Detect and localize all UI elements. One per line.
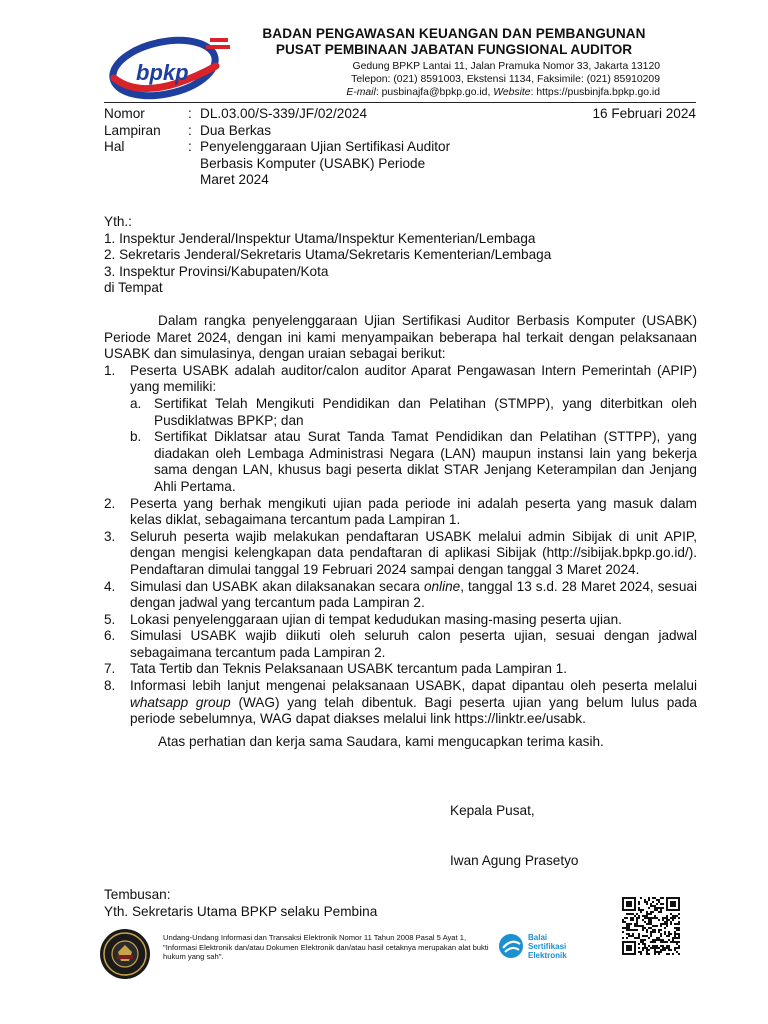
list-number: 6. [104,628,116,644]
email-label: E-mail [346,87,376,98]
list-item [104,661,697,678]
letterhead [238,26,670,99]
sub-item-text: Sertifikat Diklatsar atau Surat Tanda Tamat Pendidikan dan Pelatihan (STTPP), yang diadakan oleh Lembaga Administrasi Negara (LAN) maupun instansi lain yang bekerja sama dengan LAN, khusus bagi peserta diklat STAR Jenjang Keterampilan dan Jenjang Ahli Pertama. [154,429,697,494]
lampiran-label: Lampiran [104,122,161,138]
list-number: 5. [104,611,116,627]
bsre-text: Balai [528,933,548,942]
bsre-text: Elektronik [528,951,567,960]
email-value: : pusbinajfa@bpkp.go.id, [375,87,494,98]
recipient-item: 2. Sekretaris Jenderal/Sekretaris Utama/Sekretaris Kementerian/Lembaga [104,247,552,263]
hal-line: Maret 2024 [200,172,269,188]
meta-hal [104,139,696,189]
carbon-copy [104,887,377,920]
list-item-text: Tata Tertib dan Teknis Pelaksanaan USABK tercantum pada Lampiran 1. [130,661,568,677]
website-label: Website [493,87,531,98]
org-contact [238,86,660,99]
list-item-text: Lokasi penyelenggaraan ujian di tempat kedudukan masing-masing peserta ujian. [130,611,622,627]
list-number: 7. [104,661,116,677]
sub-letter: a. [130,395,142,411]
list-number: 1. [104,362,116,378]
intro-paragraph: Dalam rangka penyelenggaraan Ujian Sertifikasi Auditor Berbasis Komputer (USABK) Periode Maret 2024, dengan ini kami menyampaikan beberapa hal terkait dengan pelaksanaan USABK dan simulasinya, dengan uraian sebagai berikut: [104,313,697,362]
list-item [104,612,697,629]
list-item-text: Peserta yang berhak mengikuti ujian pada periode ini adalah peserta yang masuk dalam kelas diklat, sebagaimana tercantum pada Lampiran 1. [130,495,697,528]
letter-body [104,313,697,750]
org-address: Gedung BPKP Lantai 11, Jalan Pramuka Nomor 33, Jakarta 13120 [352,61,660,72]
bsre-logo [498,930,598,964]
hal-label: Hal [104,139,125,155]
cc-label: Tembusan: [104,887,171,902]
list-item [104,363,697,496]
header-divider [104,102,696,103]
list-item [104,579,697,612]
org-unit: PUSAT PEMBINAAN JABATAN FUNGSIONAL AUDITOR [275,42,633,57]
list-item [104,496,697,529]
emphasis: whatsapp group [130,694,231,710]
logo-wordmark: bpkp [136,60,189,85]
colon: : [188,139,192,155]
text-run: , tanggal 13 s.d. 28 Maret 2024, sesuai dengan jadwal yang tercantum pada Lampiran 2. [130,578,697,611]
text-run: Informasi lebih lanjut mengenai pelaksanaan USABK, dapat dipantau oleh peserta melalui [130,678,697,694]
lampiran-value: Dua Berkas [200,122,272,138]
sub-item [130,396,697,429]
list-item-text [130,579,697,612]
recipients [104,214,696,297]
recipients-salutation: Yth.: [104,214,132,229]
body-list [104,363,697,728]
qr-code-icon [622,897,680,955]
list-number: 8. [104,678,116,694]
closing-paragraph: Atas perhatian dan kerja sama Saudara, kami mengucapkan terima kasih. [158,733,604,749]
list-item [104,628,697,661]
signatory-title: Kepala Pusat, [450,803,535,818]
recipient-item: 3. Inspektur Provinsi/Kabupaten/Kota [104,263,329,279]
sub-letter: b. [130,429,142,445]
signatory-name: Iwan Agung Prasetyo [450,853,579,868]
org-name: BADAN PENGAWASAN KEUANGAN DAN PEMBANGUNAN [262,26,646,41]
nomor-value: DL.03.00/S-339/JF/02/2024 [200,106,368,121]
bpkp-logo [106,30,236,100]
list-item [104,529,697,579]
nomor-label: Nomor [104,106,145,121]
hal-value [200,139,696,189]
bsre-text: Sertifikasi [528,942,567,951]
list-item-text: Peserta USABK adalah auditor/calon auditor Aparat Pengawasan Intern Pemerintah (APIP) yang memiliki: [130,362,697,395]
list-item-text: Seluruh peserta wajib melakukan pendaftaran USABK melalui admin Sibijak di unit APIP, dengan mengisi kelengkapan data pendaftaran di aplikasi Sibijak (http://sibijak.bpkp.go.id/). Pendaftaran dimulai tanggal 19 Februari 2024 sampai dengan tanggal 3 Maret 2024. [130,528,697,577]
list-item-text: Simulasi USABK wajib diikuti oleh seluruh calon peserta ujian, sesuai dengan jadwal sebagaimana tercantum pada Lampiran 2. [130,628,697,660]
list-item-text [130,678,697,728]
cc-recipient: Yth. Sekretaris Utama BPKP selaku Pembina [104,903,378,919]
list-number: 2. [104,495,116,511]
org-phone: Telepon: (021) 8591003, Ekstensi 1134, Faksimile: (021) 85910209 [351,74,660,85]
hal-line: Berbasis Komputer (USABK) Periode [200,155,426,171]
certification-seal-icon [99,928,151,980]
list-number: 3. [104,528,116,544]
org-address-block [238,60,670,99]
text-run: (WAG) yang telah dibentuk. Bagi peserta ujian yang belum lulus pada periode sebelumnya, WAG dapat diakses melalui link https://linktr.ee/usabk. [130,694,697,727]
sub-item [130,429,697,495]
recipients-place: di Tempat [104,280,163,296]
list-item [104,678,697,728]
letter-date: 16 Februari 2024 [592,106,696,121]
legal-notice: Undang-Undang Informasi dan Transaksi Elektronik Nomor 11 Tahun 2008 Pasal 5 Ayat 1, "Informasi Elektronik dan/atau Dokumen Elektronik dan/atau hasil cetaknya merupakan alat bukti hukum yang sah". [163,933,489,962]
colon: : [188,122,192,138]
text-run: Simulasi dan USABK akan dilaksanakan secara [130,578,424,594]
website-value: : https://pusbinjfa.bpkp.go.id [530,87,660,98]
list-number: 4. [104,578,116,594]
meta-lampiran [104,123,696,140]
sub-item-text: Sertifikat Telah Mengikuti Pendidikan dan Pelatihan (STMPP), yang diterbitkan oleh Pusdiklatwas BPKP; dan [154,395,697,428]
emphasis: online [423,578,461,594]
colon: : [188,106,192,121]
recipient-item: 1. Inspektur Jenderal/Inspektur Utama/Inspektur Kementerian/Lembaga [104,230,536,246]
hal-line: Penyelenggaraan Ujian Sertifikasi Auditor [200,139,451,155]
